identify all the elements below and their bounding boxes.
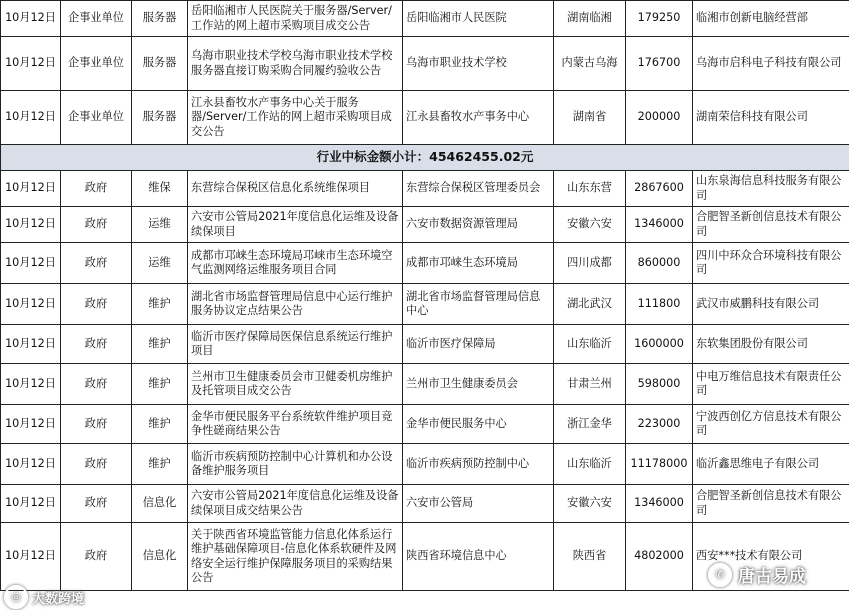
cell-type: 政府 xyxy=(61,171,132,207)
table-row xyxy=(1,91,849,145)
subtotal-row xyxy=(1,145,849,171)
cell-winner: 东软集团股份有限公司 xyxy=(693,325,849,364)
cell-region: 湖南省 xyxy=(554,91,626,145)
cell-winner: 宁波西创亿方信息技术有限公司 xyxy=(693,405,849,444)
cell-region: 湖南临湘 xyxy=(554,1,626,37)
table-row xyxy=(1,284,849,325)
watermark-left xyxy=(4,585,84,609)
cell-amount: 111800 xyxy=(626,284,693,325)
cell-winner: 四川中环众合环境科技有限公司 xyxy=(693,243,849,284)
cell-winner: 临沂鑫思维电子有限公司 xyxy=(693,444,849,485)
cell-project: 临沂市疾病预防控制中心计算机和办公设备维护服务项目 xyxy=(188,444,403,485)
table-row xyxy=(1,207,849,243)
cell-winner: 中电万维信息技术有限责任公司 xyxy=(693,364,849,405)
cell-date: 10月12日 xyxy=(1,523,61,591)
cell-project: 成都市邛崃生态环境局邛崃市生态环境空气监测网络运维服务项目合同 xyxy=(188,243,403,284)
cell-category: 维护 xyxy=(132,325,188,364)
watermark-left-text: 大数跨境 xyxy=(32,591,85,607)
cell-date: 10月12日 xyxy=(1,444,61,485)
cell-amount: 4802000 xyxy=(626,523,693,591)
cell-date: 10月12日 xyxy=(1,405,61,444)
cell-amount: 200000 xyxy=(626,91,693,145)
cell-type: 政府 xyxy=(61,243,132,284)
cell-buyer: 六安市公管局 xyxy=(403,485,554,523)
table-row xyxy=(1,325,849,364)
cell-region: 陕西省 xyxy=(554,523,626,591)
cell-date: 10月12日 xyxy=(1,284,61,325)
cell-category: 维护 xyxy=(132,405,188,444)
cell-category: 维护 xyxy=(132,364,188,405)
table-row xyxy=(1,364,849,405)
cell-category: 运维 xyxy=(132,243,188,284)
cell-region: 甘肃兰州 xyxy=(554,364,626,405)
cell-winner: 西安***技术有限公司 xyxy=(693,523,849,591)
cell-region: 山东东营 xyxy=(554,171,626,207)
cell-buyer: 兰州市卫生健康委员会 xyxy=(403,364,554,405)
table-row xyxy=(1,243,849,284)
cell-date: 10月12日 xyxy=(1,1,61,37)
cell-type: 政府 xyxy=(61,207,132,243)
cell-winner: 合肥智圣新创信息技术有限公司 xyxy=(693,485,849,523)
cell-region: 安徽六安 xyxy=(554,207,626,243)
wechat-icon: ✆ xyxy=(708,563,732,587)
cell-type: 企事业单位 xyxy=(61,1,132,37)
cell-type: 政府 xyxy=(61,364,132,405)
cell-type: 企事业单位 xyxy=(61,37,132,91)
cell-buyer: 陕西省环境信息中心 xyxy=(403,523,554,591)
cell-project: 湖北省市场监督管理局信息中心运行维护服务协议定点结果公告 xyxy=(188,284,403,325)
cell-region: 安徽六安 xyxy=(554,485,626,523)
cell-buyer: 东营综合保税区管理委员会 xyxy=(403,171,554,207)
cell-amount: 1346000 xyxy=(626,207,693,243)
table-row xyxy=(1,444,849,485)
cell-category: 服务器 xyxy=(132,1,188,37)
cell-buyer: 金华市便民服务中心 xyxy=(403,405,554,444)
cell-amount: 1600000 xyxy=(626,325,693,364)
cell-project: 乌海市职业技术学校乌海市职业技术学校服务器直接订购采购合同履约验收公告 xyxy=(188,37,403,91)
cell-buyer: 江永县畜牧水产事务中心 xyxy=(403,91,554,145)
cell-type: 政府 xyxy=(61,485,132,523)
cell-region: 浙江金华 xyxy=(554,405,626,444)
cell-buyer: 乌海市职业技术学校 xyxy=(403,37,554,91)
cell-project: 金华市便民服务平台系统软件维护项目竞争性磋商结果公告 xyxy=(188,405,403,444)
cell-date: 10月12日 xyxy=(1,207,61,243)
cell-amount: 598000 xyxy=(626,364,693,405)
cell-buyer: 湖北省市场监督管理局信息中心 xyxy=(403,284,554,325)
cell-region: 四川成都 xyxy=(554,243,626,284)
cell-winner: 合肥智圣新创信息技术有限公司 xyxy=(693,207,849,243)
table-row xyxy=(1,171,849,207)
cell-type: 政府 xyxy=(61,325,132,364)
cell-amount: 1346000 xyxy=(626,485,693,523)
cell-buyer: 临沂市疾病预防控制中心 xyxy=(403,444,554,485)
cell-project: 临沂市医疗保障局医保信息系统运行维护项目 xyxy=(188,325,403,364)
cell-region: 山东临沂 xyxy=(554,444,626,485)
cell-winner: 湖南荣信科技有限公司 xyxy=(693,91,849,145)
cell-date: 10月12日 xyxy=(1,37,61,91)
globe-icon: ◎ xyxy=(4,585,28,609)
cell-type: 政府 xyxy=(61,405,132,444)
cell-category: 信息化 xyxy=(132,485,188,523)
cell-project: 兰州市卫生健康委员会市卫健委机房维护及托管项目成交公告 xyxy=(188,364,403,405)
cell-amount: 860000 xyxy=(626,243,693,284)
table-row xyxy=(1,1,849,37)
cell-project: 岳阳临湘市人民医院关于服务器/Server/工作站的网上超市采购项目成交公告 xyxy=(188,1,403,37)
cell-category: 信息化 xyxy=(132,523,188,591)
cell-amount: 11178000 xyxy=(626,444,693,485)
cell-buyer: 六安市数据资源管理局 xyxy=(403,207,554,243)
cell-project: 六安市公管局2021年度信息化运维及设备续保项目成交结果公告 xyxy=(188,485,403,523)
cell-project: 六安市公管局2021年度信息化运维及设备续保项目 xyxy=(188,207,403,243)
cell-project: 江永县畜牧水产事务中心关于服务器/Server/工作站的网上超市采购项目成交公告 xyxy=(188,91,403,145)
cell-project: 关于陕西省环境监管能力信息化体系运行维护基础保障项目-信息化体系软硬件及网络安全运行维护保障服务项目的采购结果公告 xyxy=(188,523,403,591)
cell-amount: 2867600 xyxy=(626,171,693,207)
cell-type: 政府 xyxy=(61,444,132,485)
cell-category: 服务器 xyxy=(132,91,188,145)
cell-category: 维保 xyxy=(132,171,188,207)
cell-date: 10月12日 xyxy=(1,364,61,405)
cell-type: 政府 xyxy=(61,523,132,591)
cell-amount: 176700 xyxy=(626,37,693,91)
cell-date: 10月12日 xyxy=(1,325,61,364)
cell-buyer: 成都市邛崃生态环境局 xyxy=(403,243,554,284)
cell-category: 维护 xyxy=(132,444,188,485)
cell-date: 10月12日 xyxy=(1,243,61,284)
subtotal-text: 行业中标金额小计：45462455.02元 xyxy=(1,145,849,171)
cell-type: 政府 xyxy=(61,284,132,325)
cell-region: 湖北武汉 xyxy=(554,284,626,325)
watermark-right-text: 唐古易成 xyxy=(738,567,806,587)
cell-buyer: 岳阳临湘市人民医院 xyxy=(403,1,554,37)
cell-type: 企事业单位 xyxy=(61,91,132,145)
cell-category: 服务器 xyxy=(132,37,188,91)
table-row xyxy=(1,405,849,444)
cell-date: 10月12日 xyxy=(1,485,61,523)
cell-date: 10月12日 xyxy=(1,91,61,145)
cell-region: 山东临沂 xyxy=(554,325,626,364)
table-row xyxy=(1,485,849,523)
watermark-right xyxy=(708,562,806,587)
cell-project: 东营综合保税区信息化系统维保项目 xyxy=(188,171,403,207)
cell-amount: 179250 xyxy=(626,1,693,37)
cell-buyer: 临沂市医疗保障局 xyxy=(403,325,554,364)
cell-amount: 223000 xyxy=(626,405,693,444)
cell-winner: 临湘市创新电脑经营部 xyxy=(693,1,849,37)
cell-winner: 武汉市威鹏科技有限公司 xyxy=(693,284,849,325)
cell-winner: 山东泉海信息科技服务有限公司 xyxy=(693,171,849,207)
cell-category: 运维 xyxy=(132,207,188,243)
cell-category: 维护 xyxy=(132,284,188,325)
cell-date: 10月12日 xyxy=(1,171,61,207)
table-row xyxy=(1,37,849,91)
cell-winner: 乌海市启科电子科技有限公司 xyxy=(693,37,849,91)
cell-region: 内蒙古乌海 xyxy=(554,37,626,91)
